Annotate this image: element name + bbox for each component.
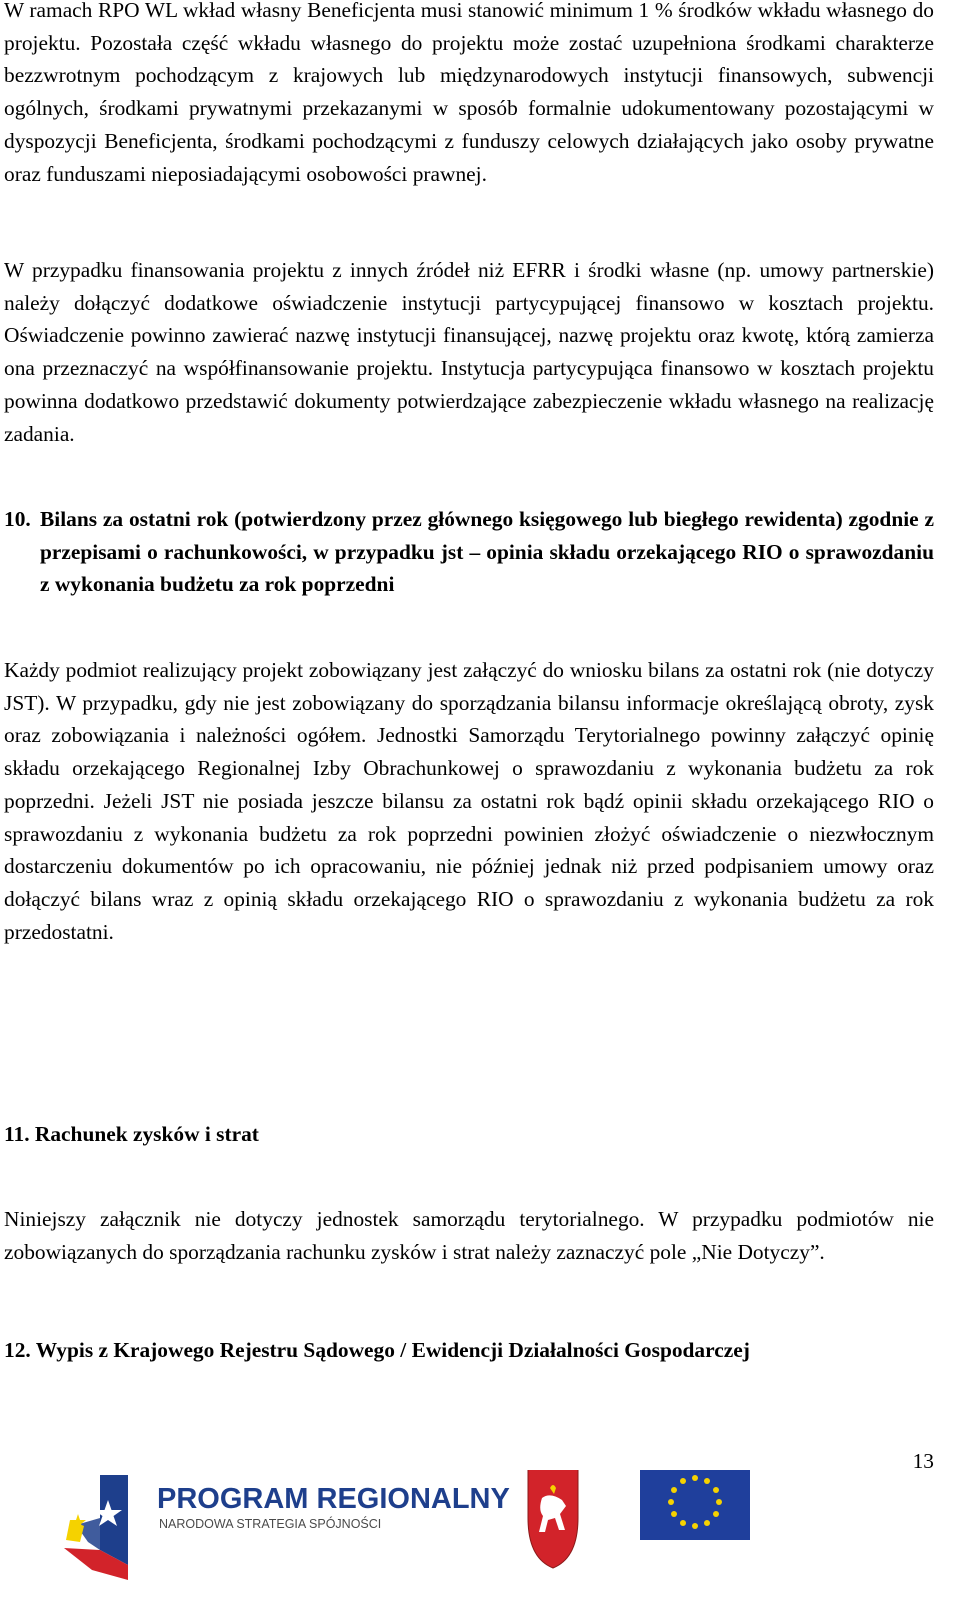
paragraph-text: Każdy podmiot realizujący projekt zobowiązany jest załączyć do wniosku bilans za ostatni rok (nie dotyczy JST). W przypadku, gdy nie jest zobowiązany do sporządzania bilansu informacje określającą obroty, zysk oraz zobowiązania i należności ogółem. Jednostki Samorządu Terytorialnego powinny załączyć opinię składu orzekającego Regionalnej Izby Obrachunkowej o sprawozdaniu z wykonania budżetu za rok poprzedni. Jeżeli JST nie posiada jeszcze bilansu za ostatni rok bądź opinii składu orzekającego RIO o sprawozdaniu z wykonania budżetu za rok poprzedni powinien złożyć oświadczenie o niezwłocznym dostarczeniu dokumentów po ich opracowaniu, nie później jednak niż przed podpisaniem umowy oraz dołączyć bilans wraz z opinią składu orzekającego RIO o sprawozdaniu z wykonania budżetu za rok przedostatni. (4, 658, 934, 944)
footer-logo-strip (0, 1470, 960, 1606)
paragraph-text: Niniejszy załącznik nie dotyczy jednostek samorządu terytorialnego. W przypadku podmiotów nie zobowiązanych do sporządzania rachunku zysków i strat należy zaznaczyć pole „Nie Dotyczy”. (4, 1207, 934, 1264)
program-title: PROGRAM REGIONALNY (157, 1483, 510, 1515)
section-title: Bilans za ostatni rok (potwierdzony przez głównego księgowego lub biegłego rewidenta) zgodnie z przepisami o rachunkowości, w przypadku jst – opinia składu orzekającego RIO o sprawozdaniu z wykonania budżetu za rok poprzedni (40, 507, 934, 597)
program-regionalny-logo (64, 1475, 128, 1580)
paragraph-own-contribution (4, 0, 934, 190)
footer-logos (0, 1470, 960, 1606)
lubelskie-coat-of-arms (528, 1470, 578, 1568)
paragraph-text: W ramach RPO WL wkład własny Beneficjenta musi stanowić minimum 1 % środków wkładu własnego do projektu. Pozostała część wkładu własnego do projektu może zostać uzupełniona środkami charakterze bezzwrotnym pochodzącym z krajowych lub międzynarodowych instytucji finansowych, subwencji ogólnych, środkami prywatnymi przekazanymi w sposób formalnie udokumentowany pozostającymi w dyspozycji Beneficjenta, środkami pochodzącymi z funduszy celowych działających jako osoby prywatne oraz funduszami nieposiadającymi osobowości prawnej. (4, 0, 934, 186)
section-number: 10. (4, 507, 31, 531)
program-subtitle: NARODOWA STRATEGIA SPÓJNOŚCI (159, 1517, 382, 1531)
paragraph-other-sources (4, 254, 934, 450)
heading-section-10 (4, 503, 934, 601)
paragraph-text: W przypadku finansowania projektu z innych źródeł niż EFRR i środki własne (np. umowy partnerskie) należy dołączyć dodatkowe oświadczenie instytucji partycypującej finansowo w kosztach projektu. Oświadczenie powinno zawierać nazwę instytucji finansującej, nazwę projektu oraz kwotę, którą zamierza ona przeznaczyć na współfinansowanie projektu. Instytucja partycypująca finansowo w kosztach projektu powinna dodatkowo przedstawić dokumenty potwierdzające zabezpieczenie wkładu własnego na realizację zadania. (4, 258, 934, 446)
heading-section-11: 11. Rachunek zysków i strat (4, 1122, 259, 1146)
page-number: 13 (912, 1449, 934, 1473)
heading-section-12: 12. Wypis z Krajowego Rejestru Sądowego / Ewidencji Działalności Gospodarczej (4, 1338, 750, 1362)
paragraph-balance-sheet (4, 654, 934, 948)
paragraph-profit-loss (4, 1203, 934, 1268)
eu-flag (640, 1470, 750, 1540)
